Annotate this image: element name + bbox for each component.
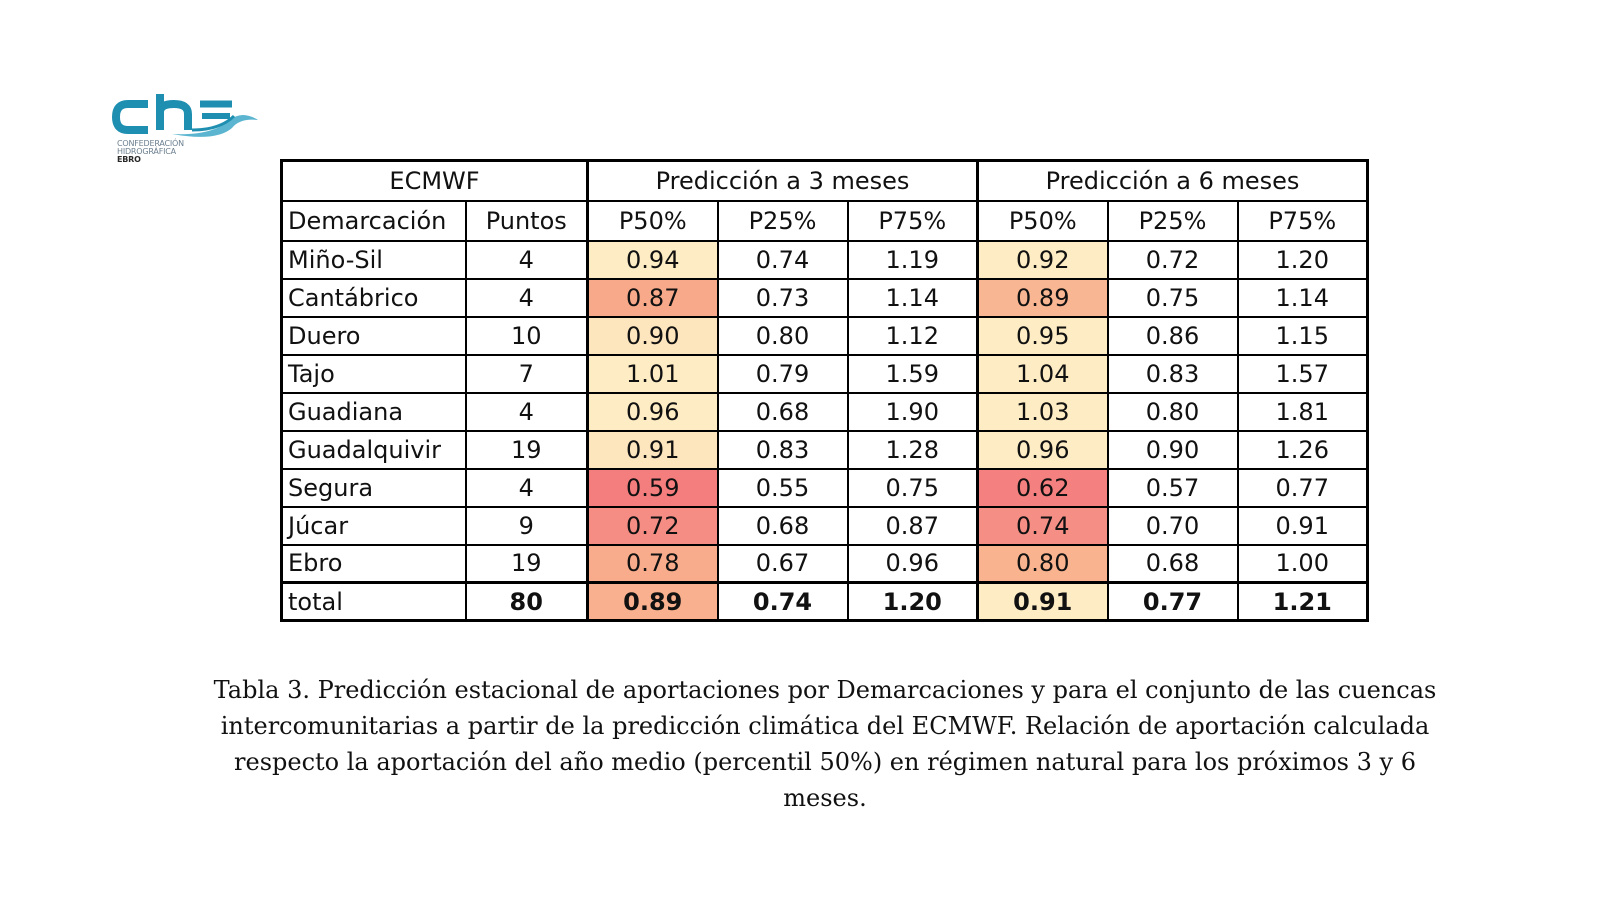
logo-line-1: CONFEDERACIÓN [117, 139, 184, 148]
cell-demarcacion: Tajo [282, 355, 466, 393]
cell-6m-p50: 0.92 [978, 241, 1108, 279]
group-header-3-months: Predicción a 3 meses [588, 161, 978, 201]
cell-puntos: 4 [466, 393, 588, 431]
che-logo [112, 90, 262, 168]
cell-3m-p50: 0.59 [588, 469, 718, 507]
cell-6m-p75: 0.91 [1238, 507, 1368, 545]
cell-3m-p25: 0.80 [718, 317, 848, 355]
cell-3m-p75: 0.87 [848, 507, 978, 545]
table-row [282, 317, 1368, 355]
cell-puntos: 80 [466, 583, 588, 621]
cell-3m-p25: 0.68 [718, 393, 848, 431]
cell-3m-p25: 0.55 [718, 469, 848, 507]
cell-demarcacion: Júcar [282, 507, 466, 545]
cell-6m-p50: 1.03 [978, 393, 1108, 431]
cell-6m-p25: 0.86 [1108, 317, 1238, 355]
forecast-table-container [280, 159, 1369, 622]
cell-6m-p50: 0.89 [978, 279, 1108, 317]
logo-line-3: EBRO [117, 155, 141, 164]
cell-puntos: 7 [466, 355, 588, 393]
cell-6m-p75: 1.00 [1238, 545, 1368, 583]
table-body [282, 241, 1368, 621]
cell-6m-p75: 1.21 [1238, 583, 1368, 621]
cell-3m-p25: 0.68 [718, 507, 848, 545]
cell-3m-p50: 0.78 [588, 545, 718, 583]
col-header-demarcacion: Demarcación [282, 201, 466, 241]
cell-6m-p50: 0.80 [978, 545, 1108, 583]
cell-demarcacion: Guadalquivir [282, 431, 466, 469]
cell-3m-p75: 1.14 [848, 279, 978, 317]
cell-demarcacion: Ebro [282, 545, 466, 583]
cell-puntos: 4 [466, 469, 588, 507]
total-row [282, 583, 1368, 621]
cell-6m-p25: 0.90 [1108, 431, 1238, 469]
cell-demarcacion: Cantábrico [282, 279, 466, 317]
cell-3m-p75: 1.28 [848, 431, 978, 469]
cell-3m-p50: 0.72 [588, 507, 718, 545]
table-row [282, 241, 1368, 279]
table-row [282, 279, 1368, 317]
cell-demarcacion: Duero [282, 317, 466, 355]
cell-3m-p25: 0.83 [718, 431, 848, 469]
cell-6m-p75: 1.26 [1238, 431, 1368, 469]
cell-3m-p25: 0.79 [718, 355, 848, 393]
cell-6m-p50: 0.96 [978, 431, 1108, 469]
cell-puntos: 19 [466, 545, 588, 583]
cell-3m-p50: 1.01 [588, 355, 718, 393]
che-logo-mark [112, 90, 262, 140]
cell-demarcacion: Segura [282, 469, 466, 507]
table-row [282, 507, 1368, 545]
col-header-6m-p75: P75% [1238, 201, 1368, 241]
cell-6m-p25: 0.75 [1108, 279, 1238, 317]
cell-demarcacion: total [282, 583, 466, 621]
cell-6m-p75: 1.57 [1238, 355, 1368, 393]
cell-6m-p25: 0.77 [1108, 583, 1238, 621]
cell-demarcacion: Miño-Sil [282, 241, 466, 279]
cell-puntos: 9 [466, 507, 588, 545]
cell-6m-p25: 0.68 [1108, 545, 1238, 583]
cell-6m-p75: 1.20 [1238, 241, 1368, 279]
table-row [282, 431, 1368, 469]
forecast-table [280, 159, 1369, 622]
column-header-row [282, 201, 1368, 241]
cell-6m-p50: 0.62 [978, 469, 1108, 507]
cell-3m-p25: 0.73 [718, 279, 848, 317]
cell-demarcacion: Guadiana [282, 393, 466, 431]
cell-3m-p75: 1.12 [848, 317, 978, 355]
cell-puntos: 4 [466, 241, 588, 279]
logo-line-2: HIDROGRÁFICA [117, 147, 176, 156]
cell-3m-p75: 1.90 [848, 393, 978, 431]
cell-3m-p75: 1.20 [848, 583, 978, 621]
cell-3m-p25: 0.74 [718, 241, 848, 279]
cell-6m-p25: 0.57 [1108, 469, 1238, 507]
col-header-3m-p25: P25% [718, 201, 848, 241]
cell-3m-p50: 0.90 [588, 317, 718, 355]
cell-6m-p50: 0.95 [978, 317, 1108, 355]
cell-6m-p25: 0.70 [1108, 507, 1238, 545]
table-row [282, 393, 1368, 431]
cell-6m-p25: 0.83 [1108, 355, 1238, 393]
cell-3m-p50: 0.94 [588, 241, 718, 279]
cell-3m-p50: 0.96 [588, 393, 718, 431]
cell-6m-p50: 1.04 [978, 355, 1108, 393]
table-row [282, 355, 1368, 393]
cell-3m-p50: 0.89 [588, 583, 718, 621]
cell-3m-p50: 0.91 [588, 431, 718, 469]
cell-6m-p25: 0.72 [1108, 241, 1238, 279]
cell-3m-p75: 1.19 [848, 241, 978, 279]
group-header-6-months: Predicción a 6 meses [978, 161, 1368, 201]
cell-3m-p75: 0.96 [848, 545, 978, 583]
cell-6m-p75: 1.14 [1238, 279, 1368, 317]
cell-3m-p25: 0.67 [718, 545, 848, 583]
col-header-6m-p25: P25% [1108, 201, 1238, 241]
cell-3m-p75: 0.75 [848, 469, 978, 507]
cell-puntos: 19 [466, 431, 588, 469]
cell-6m-p75: 0.77 [1238, 469, 1368, 507]
table-row [282, 469, 1368, 507]
cell-6m-p25: 0.80 [1108, 393, 1238, 431]
table-caption: Tabla 3. Predicción estacional de aportaciones por Demarcaciones y para el conjunto de las cuencas intercomunitarias a partir de la predicción climática del ECMWF. Relación de aportación calculada respecto la aportación del año medio (percentil 50%) en régimen natural para los próximos 3 y 6 meses. [213, 676, 1437, 812]
cell-puntos: 4 [466, 279, 588, 317]
cell-3m-p25: 0.74 [718, 583, 848, 621]
table-row [282, 545, 1368, 583]
col-header-puntos: Puntos [466, 201, 588, 241]
cell-6m-p75: 1.15 [1238, 317, 1368, 355]
group-header-ecmwf: ECMWF [282, 161, 588, 201]
col-header-3m-p50: P50% [588, 201, 718, 241]
cell-3m-p75: 1.59 [848, 355, 978, 393]
group-header-row [282, 161, 1368, 201]
cell-puntos: 10 [466, 317, 588, 355]
col-header-6m-p50: P50% [978, 201, 1108, 241]
col-header-3m-p75: P75% [848, 201, 978, 241]
cell-6m-p50: 0.91 [978, 583, 1108, 621]
cell-6m-p50: 0.74 [978, 507, 1108, 545]
cell-6m-p75: 1.81 [1238, 393, 1368, 431]
cell-3m-p50: 0.87 [588, 279, 718, 317]
